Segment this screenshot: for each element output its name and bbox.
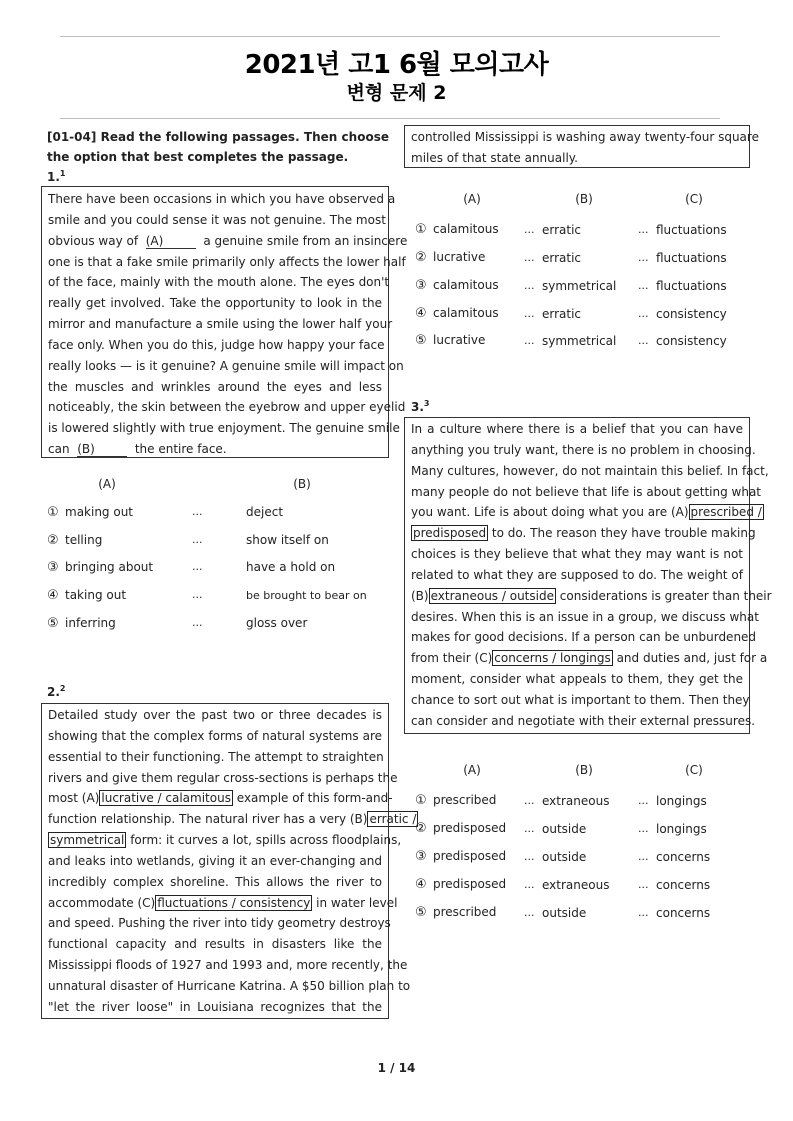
choice-box-c: concerns / longings — [494, 651, 611, 666]
blank-a: (A) — [146, 234, 196, 249]
q3-line: In a culture where there is a belief that you can have — [411, 422, 743, 436]
q1-line: There have been occasions in which you have observed a — [48, 192, 396, 206]
choice-box-a: prescribed / — [690, 505, 762, 520]
q2-line: symmetrical form: it curves a lot, spills across floodplains, — [50, 833, 402, 848]
choice-box-b: extraneous / outside — [430, 588, 554, 603]
choice-box-b-cont: symmetrical — [50, 833, 125, 848]
q3-line: you want. Life is about doing what you are (A) prescribed / — [411, 505, 762, 520]
q2-number: 2.$^2$ — [47, 684, 66, 699]
q3-line: (B) extraneous / outside considerations is greater than their — [411, 588, 772, 603]
q2-line: rivers and give them regular cross-sections is perhaps the — [48, 770, 398, 785]
q3-line: desires. When this is an issue in a group, we discuss what — [411, 609, 759, 624]
q2-line: accommodate (C) fluctuations / consistency in water level — [48, 895, 398, 910]
q1-line: smile and you could sense it was not genuine. The most — [48, 212, 386, 227]
q3-header-c: (C) — [685, 763, 703, 777]
q2-line: essential to their functioning. The attempt to straighten — [48, 749, 384, 764]
header-rule — [60, 118, 720, 119]
q1-line: one is that a fake smile primarily only affects the lower half — [48, 254, 406, 269]
q2-line: function relationship. The natural river has a very (B) erratic / — [48, 812, 417, 827]
choice-box-a: lucrative / calamitous — [101, 791, 231, 806]
q2-line: Mississippi floods of 1927 and 1993 and, more recently, the — [48, 958, 408, 973]
choice-box-c: fluctuations / consistency — [157, 895, 311, 910]
q2-header-a: (A) — [463, 192, 481, 206]
blank-b: (B) — [77, 442, 127, 457]
q1-line: of the face, mainly with the mouth alone. The eyes don't — [48, 275, 390, 290]
q2-line: and leaks into wetlands, giving it an ever-changing and — [48, 853, 382, 868]
q1-line: can (B) the entire face. — [48, 442, 227, 457]
page-number: 1 / 14 — [377, 1061, 416, 1075]
q3-line: related to what they are supposed to do. The weight of — [411, 567, 743, 582]
q3-line: anything you truly want, there is no problem in choosing. — [411, 442, 756, 457]
page-subtitle: 변형 문제 2 — [346, 82, 447, 104]
q2-line: functional capacity and results in disasters like the — [48, 937, 382, 952]
q1-line: is lowered slightly with true enjoyment. The genuine smile — [48, 421, 400, 436]
q2-line: unnatural disaster of Hurricane Katrina. A $50 billion plan to — [48, 978, 411, 993]
q3-line: many people do not believe that life is about getting what — [411, 484, 762, 499]
q3-line: from their (C) concerns / longings and duties and, just for a — [411, 651, 768, 666]
q2-line: most (A) lucrative / calamitous example of this form-and- — [48, 791, 393, 806]
q3-line: makes for good decisions. If a person can be unburdened — [411, 630, 757, 645]
q3-line: chance to sort out what is important to them. Then they — [411, 692, 750, 707]
q2-line: Detailed study over the past two or three decades is — [48, 708, 382, 722]
q3-line: Many cultures, however, do not maintain this belief. In fact, — [411, 463, 769, 478]
q2-line: and speed. Pushing the river into tidy geometry destroys — [48, 916, 391, 931]
q3-header-b: (B) — [575, 763, 593, 777]
q2-passage-continued — [404, 125, 759, 168]
q1-line: really looks — is it genuine? A genuine smile will impact on — [48, 358, 404, 373]
instruction: [01-04] Read the following passages. Then choose the option that best completes the passage. — [47, 130, 389, 164]
q1-line: face only. When you do this, judge how happy your face — [48, 337, 385, 352]
q3-passage — [404, 417, 772, 734]
q3-line: predisposed to do. The reason they have trouble making — [413, 526, 756, 541]
q1-line: mirror and manufacture a smile using the lower half your — [48, 317, 393, 332]
q3-line: can consider and negotiate with their external pressures. — [411, 713, 756, 728]
q3-header-a: (A) — [463, 763, 481, 777]
q1-line: obvious way of (A) a genuine smile from an insincere — [48, 233, 408, 248]
q1-line: really get involved. Take the opportunity to look in the — [48, 296, 382, 311]
q1-header-a: (A) — [98, 477, 116, 491]
q1-passage — [41, 186, 408, 458]
q2-line: "let the river loose" in Louisiana recognizes that the — [48, 999, 382, 1014]
q2-header-c: (C) — [685, 192, 703, 206]
q3-line: choices is they believe that what they may want is not — [411, 547, 743, 562]
top-rule — [60, 36, 720, 37]
q2-header-b: (B) — [575, 192, 593, 206]
choice-box-a-cont: predisposed — [413, 526, 487, 541]
q3-number: 3.$^3$ — [411, 399, 430, 414]
choice-box-b: erratic / — [369, 812, 417, 827]
q2-line: miles of that state annually. — [411, 150, 578, 165]
q2-line: controlled Mississippi is washing away twenty-four square — [411, 130, 759, 144]
q2-line: incredibly complex shoreline. This allows the river to — [48, 874, 382, 889]
q1-number: 1.$^1$ — [47, 169, 66, 184]
q2-passage — [41, 703, 417, 1019]
q1-line: the muscles and wrinkles around the eyes and less — [48, 379, 382, 394]
q2-line: showing that the complex forms of natural systems are — [48, 728, 382, 743]
q3-line: moment, consider what appeals to them, they get the — [411, 672, 743, 687]
q1-header-b: (B) — [293, 477, 311, 491]
q1-line: noticeably, the skin between the eyebrow and upper eyelid — [48, 400, 406, 415]
page-title: 2021년 고1 6월 모의고사 — [244, 50, 549, 80]
